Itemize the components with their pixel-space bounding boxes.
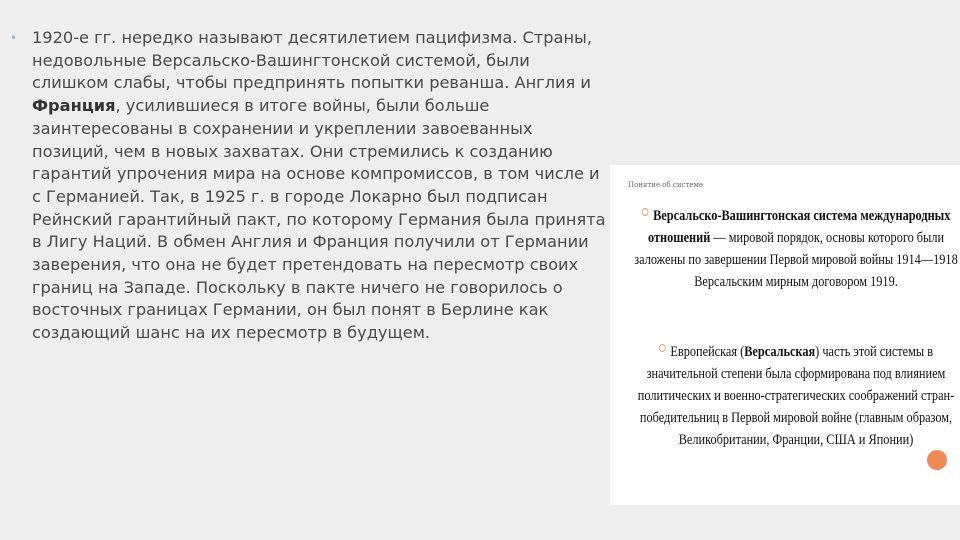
accent-circle-icon [927,450,947,470]
slide-text-block [8,27,608,345]
paragraph-part-1: 1920-е гг. нередко называют десятилетием пацифизма. Страны, недовольные Версальско-Вашингтонской системой, были слишком слабы, чтобы предпринять попытки реванша. Англия и [32,28,592,93]
card-item-1-text: — мировой порядок, основы которого были заложены по завершении Первой мировой войны 1914—1918 Версальским мирным договором 1919. [634,230,958,290]
paragraph-bold-word: Франция [32,96,116,116]
card-item-2 [632,341,960,451]
card-item-2-text: ) часть этой системы в значительной степени была сформирована под влиянием политических и военно-стратегических соображений стран-победительниц в Первой мировой войне (главным образом, Великобритании, Франции, США и Японии) [637,344,955,448]
card-item-1 [632,205,960,293]
bullet-icon: • [10,31,18,45]
card-item-1-bold: Версальско-Вашингтонская система международных отношений [647,208,951,246]
circle-bullet-icon [659,344,666,352]
circle-bullet-icon [642,208,649,216]
paragraph-part-2: , усилившиеся в итоге войны, были больше заинтересованы в сохранении и укреплении завоеванных позиций, чем в новых захватах. Они стремились к созданию гарантий упрочения мира на основе компромиссов, в том числе и с Германией. Так, в 1925 г. в городе Локарно был подписан Рейнский гарантийный пакт, по которому Германия была принята в Лигу Наций. В обмен Англия и Франция получили от Германии заверения, что она не будет претендовать на пересмотр своих границ на Западе. Поскольку в пакте ничего не говорилось о восточных границах Германии, он был понят в Берлине как создающий шанс на их пересмотр в будущем. [32,96,606,343]
card-item-2-bold: Версальская [744,344,816,360]
card-header: Понятие об системе [628,181,704,189]
embedded-image-card [610,165,960,505]
main-paragraph [32,27,608,345]
card-item-2-pre: Европейская ( [670,344,745,360]
